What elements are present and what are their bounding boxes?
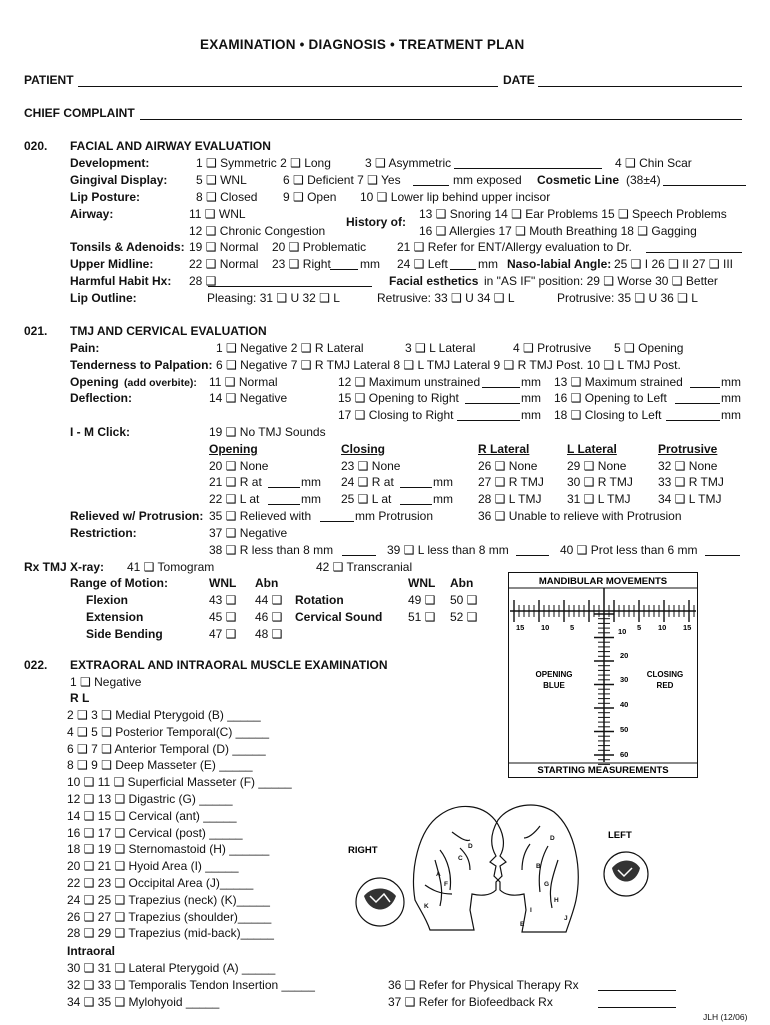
opening-r-mm: mm (301, 475, 321, 489)
gingival-deficient-yes[interactable]: 6 ❑ Deficient 7 ❑ Yes (283, 173, 401, 187)
mandibular-title: MANDIBULAR MOVEMENTS (538, 576, 668, 587)
midline-label: Upper Midline: (70, 257, 154, 271)
extension-label: Extension (86, 610, 144, 624)
section-number: 021. (24, 324, 48, 338)
harmful-field[interactable] (208, 286, 372, 287)
date-field[interactable] (538, 86, 742, 87)
lip-lower-behind[interactable]: 10 ❑ Lower lip behind upper incisor (360, 190, 551, 204)
lip-posture-label: Lip Posture: (70, 190, 141, 204)
protrusive-l-tmj[interactable]: 34 ❑ L TMJ (658, 492, 722, 506)
red-caption: RED (656, 681, 674, 690)
right-teeth-inset (356, 878, 404, 926)
muscle-item[interactable]: 22 ❑ 23 ❑ Occipital Area (J)_____ (67, 876, 254, 890)
muscle-item[interactable]: 16 ❑ 17 ❑ Cervical (post) _____ (67, 825, 243, 840)
tonsils-label: Tonsils & Adenoids: (70, 240, 185, 254)
development-asymmetric[interactable]: 3 ❑ Asymmetric (365, 156, 452, 170)
midline-right-field[interactable] (330, 269, 358, 270)
section-number: 020. (24, 139, 48, 153)
lip-open[interactable]: 9 ❑ Open (283, 190, 337, 204)
blue-caption: BLUE (543, 681, 565, 690)
closing-l-field[interactable] (400, 504, 432, 505)
strained-field[interactable] (690, 387, 720, 388)
closing-r-field[interactable] (400, 487, 432, 488)
closing-r-at[interactable]: 24 ❑ R at (341, 475, 394, 489)
airway-congestion[interactable]: 12 ❑ Chronic Congestion (189, 224, 326, 238)
opening-r-field[interactable] (268, 487, 300, 488)
lip-outline-label: Lip Outline: (70, 291, 137, 305)
muscle-letter-a-right: A (436, 871, 441, 878)
muscle-letter-k-right: K (424, 903, 429, 910)
restriction-r[interactable]: 38 ❑ R less than 8 mm (209, 543, 334, 557)
xray-label: Rx TMJ X-ray: (24, 560, 105, 574)
opening-unstrained[interactable]: 12 ❑ Maximum unstrained (338, 375, 481, 389)
rotation-abn[interactable]: 50 ❑ (450, 593, 478, 607)
opening-strained[interactable]: 13 ❑ Maximum strained (554, 375, 683, 389)
refer-dr-field[interactable] (646, 252, 742, 253)
asymmetric-field[interactable] (454, 168, 602, 169)
deflection-mm: mm (521, 391, 541, 405)
tick-label-right-15: 15 (683, 623, 692, 632)
lip-outline-retrusive[interactable]: Retrusive: 33 ❑ U 34 ❑ L (377, 291, 515, 305)
muscle-item[interactable]: 2 ❑ 3 ❑ Medial Pterygoid (B) _____ (67, 708, 261, 722)
col-head-opening: Opening (209, 442, 258, 456)
opening-l-at[interactable]: 22 ❑ L at (209, 492, 260, 506)
rl-header: R L (70, 691, 90, 705)
chief-complaint-field[interactable] (140, 119, 742, 120)
cosmetic-line-value: (38±4) (626, 173, 661, 187)
muscle-letter-g-left: G (544, 881, 550, 888)
relieved-label: Relieved w/ Protrusion: (70, 509, 204, 523)
rom-abn: Abn (255, 576, 279, 590)
muscle-item[interactable]: 28 ❑ 29 ❑ Trapezius (mid-back)_____ (67, 926, 274, 941)
extension-abn[interactable]: 46 ❑ (255, 610, 283, 624)
cervical-sound-wnl[interactable]: 51 ❑ (408, 610, 436, 624)
rom-abn-2: Abn (450, 576, 474, 590)
development-chin-scar[interactable]: 4 ❑ Chin Scar (615, 156, 692, 170)
tenderness-label: Tenderness to Palpation: (70, 358, 213, 372)
deflection-close-left[interactable]: 18 ❑ Closing to Left (554, 408, 662, 422)
unstrained-field[interactable] (482, 387, 520, 388)
deflection-mm2: mm (721, 391, 741, 405)
tonsils-refer[interactable]: 21 ❑ Refer for ENT/Allergy evaluation to Dr. (397, 240, 632, 254)
harmful-check[interactable]: 28 ❑ (189, 274, 217, 288)
restriction-prot-field[interactable] (705, 555, 740, 556)
side-bending-wnl[interactable]: 47 ❑ (209, 627, 237, 641)
opening-l-field[interactable] (268, 504, 300, 505)
restriction-negative[interactable]: 37 ❑ Negative (209, 526, 288, 540)
lip-outline-pleasing[interactable]: Pleasing: 31 ❑ U 32 ❑ L (207, 291, 340, 305)
muscle-item[interactable]: 4 ❑ 5 ❑ Posterior Temporal(C) _____ (67, 724, 270, 739)
left-teeth-inset (604, 852, 648, 896)
pain-label: Pain: (70, 341, 100, 355)
restriction-label: Restriction: (70, 526, 137, 540)
deflection-open-right[interactable]: 15 ❑ Opening to Right (338, 391, 459, 405)
facial-esthetics-label: Facial esthetics (389, 274, 479, 288)
xray-tomogram[interactable]: 41 ❑ Tomogram (127, 560, 215, 574)
airway-label: Airway: (70, 207, 114, 221)
cosmetic-line-field[interactable] (663, 185, 746, 186)
cervical-sound-label: Cervical Sound (295, 610, 383, 624)
muscle-letter-i-left: I (530, 907, 532, 914)
closing-caption: CLOSING (646, 670, 684, 679)
side-bending-label: Side Bending (86, 627, 163, 641)
l-lateral-none[interactable]: 29 ❑ None (567, 459, 627, 473)
restriction-l[interactable]: 39 ❑ L less than 8 mm (387, 543, 509, 557)
protrusive-r-tmj[interactable]: 33 ❑ R TMJ (658, 475, 724, 489)
r-lateral-l-tmj[interactable]: 28 ❑ L TMJ (478, 492, 542, 506)
opening-r-at[interactable]: 21 ❑ R at (209, 475, 262, 489)
tonsils-problematic[interactable]: 20 ❑ Problematic (272, 240, 367, 254)
flexion-wnl[interactable]: 43 ❑ (209, 593, 237, 607)
pain-options[interactable]: 1 ❑ Negative 2 ❑ R Lateral (216, 341, 364, 355)
page-title: EXAMINATION • DIAGNOSIS • TREATMENT PLAN (200, 37, 525, 52)
r-lateral-none[interactable]: 26 ❑ None (478, 459, 538, 473)
tick-label-50: 50 (620, 725, 629, 734)
intraoral-label: Intraoral (67, 944, 116, 958)
rotation-wnl[interactable]: 49 ❑ (408, 593, 436, 607)
muscle-item[interactable]: 18 ❑ 19 ❑ Sternomastoid (H) ______ (67, 842, 270, 857)
closing-r-mm: mm (433, 475, 453, 489)
midline-normal[interactable]: 22 ❑ Normal (189, 257, 259, 271)
im-no-sounds[interactable]: 19 ❑ No TMJ Sounds (209, 425, 326, 439)
opening-mm2: mm (721, 375, 741, 389)
muscle-letter-e-left: E (520, 921, 525, 928)
development-label: Development: (70, 156, 150, 170)
tick-label-left-5: 5 (570, 623, 575, 632)
tick-label-left-15: 15 (516, 623, 525, 632)
deflection-open-left[interactable]: 16 ❑ Opening to Left (554, 391, 667, 405)
l-lateral-l-tmj[interactable]: 31 ❑ L TMJ (567, 492, 631, 506)
date-label: DATE (503, 73, 535, 87)
protrusive-none[interactable]: 32 ❑ None (658, 459, 718, 473)
restriction-r-field[interactable] (342, 555, 376, 556)
midline-left[interactable]: 24 ❑ Left (397, 257, 448, 271)
muscle-item[interactable]: 8 ❑ 9 ❑ Deep Masseter (E) _____ (67, 758, 253, 773)
extension-wnl[interactable]: 45 ❑ (209, 610, 237, 624)
opening-none[interactable]: 20 ❑ None (209, 459, 269, 473)
opening-label: Opening (70, 375, 119, 389)
tick-label-right-10a: 10 (618, 627, 627, 636)
lip-closed[interactable]: 8 ❑ Closed (196, 190, 258, 204)
col-head-closing: Closing (341, 442, 385, 456)
closing-none[interactable]: 23 ❑ None (341, 459, 401, 473)
refer-biofeedback[interactable]: 37 ❑ Refer for Biofeedback Rx (388, 995, 553, 1009)
open-left-field[interactable] (675, 403, 720, 404)
deflection-label: Deflection: (70, 391, 133, 405)
midline-mm2: mm (478, 257, 498, 271)
deflection-mm4: mm (721, 408, 741, 422)
section-heading: EXTRAORAL AND INTRAORAL MUSCLE EXAMINATION (70, 658, 388, 672)
opening-normal[interactable]: 11 ❑ Normal (209, 375, 278, 389)
muscle-item[interactable]: 6 ❑ 7 ❑ Anterior Temporal (D) _____ (67, 741, 266, 756)
tick-label-right-10: 10 (658, 623, 667, 632)
side-bending-abn[interactable]: 48 ❑ (255, 627, 283, 641)
relieved-field[interactable] (320, 521, 354, 522)
midline-mm: mm (360, 257, 380, 271)
muscle-letter-d-left: D (550, 835, 555, 842)
opening-sub: (add overbite): (124, 377, 197, 389)
cosmetic-line-label: Cosmetic Line (537, 173, 620, 187)
r-lateral-r-tmj[interactable]: 27 ❑ R TMJ (478, 475, 544, 489)
section-heading: FACIAL AND AIRWAY EVALUATION (70, 139, 271, 153)
muscle-item[interactable]: 12 ❑ 13 ❑ Digastric (G) _____ (67, 792, 233, 806)
section-heading: TMJ AND CERVICAL EVALUATION (70, 324, 267, 338)
harmful-label: Harmful Habit Hx: (70, 274, 172, 288)
flexion-abn[interactable]: 44 ❑ (255, 593, 283, 607)
history-row1[interactable]: 13 ❑ Snoring 14 ❑ Ear Problems 15 ❑ Speech Problems (419, 207, 727, 221)
pain-l-lateral[interactable]: 3 ❑ L Lateral (405, 341, 476, 355)
naso-label: Naso-labial Angle: (507, 257, 612, 271)
tenderness-options[interactable]: 6 ❑ Negative 7 ❑ R TMJ Lateral 8 ❑ L TMJ Lateral 9 ❑ R TMJ Post. 10 ❑ L TMJ Post. (216, 358, 681, 372)
intraoral-item[interactable]: 34 ❑ 35 ❑ Mylohyoid _____ (67, 994, 220, 1009)
development-options[interactable]: 1 ❑ Symmetric 2 ❑ Long (196, 156, 331, 170)
opening-caption: OPENING (535, 670, 573, 679)
head-muscle-illustration (340, 790, 650, 940)
lip-outline-protrusive[interactable]: Protrusive: 35 ❑ U 36 ❑ L (557, 291, 698, 305)
pt-rx-field[interactable] (598, 990, 676, 991)
muscle-negative[interactable]: 1 ❑ Negative (70, 675, 142, 689)
col-head-l-lateral: L Lateral (567, 442, 617, 456)
intraoral-item[interactable]: 30 ❑ 31 ❑ Lateral Pterygoid (A) _____ (67, 961, 276, 975)
tick-label-right-5: 5 (637, 623, 642, 632)
starting-measurements: STARTING MEASUREMENTS (537, 765, 669, 776)
right-label: RIGHT (348, 845, 378, 856)
tick-label-60: 60 (620, 750, 629, 759)
patient-label: PATIENT (24, 73, 74, 87)
history-row2[interactable]: 16 ❑ Allergies 17 ❑ Mouth Breathing 18 ❑ Gagging (419, 224, 697, 238)
muscle-letter-d-right: D (468, 843, 473, 850)
muscle-item[interactable]: 26 ❑ 27 ❑ Trapezius (shoulder)_____ (67, 909, 272, 924)
rotation-label: Rotation (295, 593, 344, 607)
xray-transcranial[interactable]: 42 ❑ Transcranial (316, 560, 413, 574)
restriction-l-field[interactable] (516, 555, 549, 556)
facial-esthetics-options[interactable]: in "AS IF" position: 29 ❑ Worse 30 ❑ Better (484, 274, 718, 288)
left-head-drawing (490, 805, 578, 932)
restriction-prot[interactable]: 40 ❑ Prot less than 6 mm (560, 543, 698, 557)
relieved-mm: mm Protrusion (355, 509, 434, 523)
im-click-label: I - M Click: (70, 425, 131, 439)
tick-label-40: 40 (620, 700, 629, 709)
rom-label: Range of Motion: (70, 576, 168, 590)
airway-wnl[interactable]: 11 ❑ WNL (189, 207, 246, 221)
pain-opening[interactable]: 5 ❑ Opening (614, 341, 684, 355)
tick-label-20: 20 (620, 651, 629, 660)
col-head-r-lateral: R Lateral (478, 442, 530, 456)
left-label: LEFT (608, 830, 632, 841)
opening-l-mm: mm (301, 492, 321, 506)
form-code: JLH (12/06) (703, 1012, 748, 1022)
naso-options[interactable]: 25 ❑ I 26 ❑ II 27 ❑ III (614, 257, 733, 271)
deflection-mm3: mm (521, 408, 541, 422)
gingival-mm: mm exposed (453, 173, 522, 187)
intraoral-item[interactable]: 32 ❑ 33 ❑ Temporalis Tendon Insertion _____ (67, 977, 315, 992)
col-head-protrusive: Protrusive (658, 442, 718, 456)
patient-field[interactable] (78, 86, 498, 87)
muscle-letter-c-right: C (458, 855, 463, 862)
opening-mm: mm (521, 375, 541, 389)
chief-complaint-label: CHIEF COMPLAINT (24, 106, 135, 120)
muscle-letter-h-left: H (554, 897, 559, 904)
flexion-label: Flexion (86, 593, 129, 607)
closing-l-at[interactable]: 25 ❑ L at (341, 492, 392, 506)
closing-l-mm: mm (433, 492, 453, 506)
muscle-item[interactable]: 20 ❑ 21 ❑ Hyoid Area (I) _____ (67, 859, 239, 874)
muscle-letter-j-left: J (564, 915, 568, 922)
right-head-drawing (414, 806, 506, 930)
open-right-field[interactable] (465, 403, 520, 404)
tick-label-left-10: 10 (541, 623, 550, 632)
cervical-sound-abn[interactable]: 52 ❑ (450, 610, 478, 624)
close-left-field[interactable] (666, 420, 720, 421)
close-right-field[interactable] (457, 420, 520, 421)
midline-right[interactable]: 23 ❑ Right (272, 257, 331, 271)
muscle-letter-f-right: F (444, 881, 448, 888)
midline-left-field[interactable] (450, 269, 476, 270)
gingival-label: Gingival Display: (70, 173, 168, 187)
refer-physical-therapy[interactable]: 36 ❑ Refer for Physical Therapy Rx (388, 978, 579, 992)
muscle-item[interactable]: 10 ❑ 11 ❑ Superficial Masseter (F) _____ (67, 775, 292, 790)
unable-relieve[interactable]: 36 ❑ Unable to relieve with Protrusion (478, 509, 682, 523)
tonsils-normal[interactable]: 19 ❑ Normal (189, 240, 259, 254)
relieved-with[interactable]: 35 ❑ Relieved with (209, 509, 312, 523)
muscle-item[interactable]: 14 ❑ 15 ❑ Cervical (ant) _____ (67, 808, 237, 823)
deflection-negative[interactable]: 14 ❑ Negative (209, 391, 288, 405)
rom-wnl: WNL (209, 576, 237, 590)
section-number: 022. (24, 658, 48, 672)
rom-wnl-2: WNL (408, 576, 436, 590)
history-label: History of: (346, 215, 406, 229)
muscle-letter-b-left: B (536, 863, 541, 870)
gingival-mm-field[interactable] (413, 185, 449, 186)
gingival-wnl[interactable]: 5 ❑ WNL (196, 173, 247, 187)
pain-protrusive[interactable]: 4 ❑ Protrusive (513, 341, 592, 355)
muscle-item[interactable]: 24 ❑ 25 ❑ Trapezius (neck) (K)_____ (67, 892, 270, 907)
tick-label-30: 30 (620, 675, 629, 684)
bio-rx-field[interactable] (598, 1007, 676, 1008)
deflection-close-right[interactable]: 17 ❑ Closing to Right (338, 408, 454, 422)
l-lateral-r-tmj[interactable]: 30 ❑ R TMJ (567, 475, 633, 489)
mandibular-movements-ruler (508, 572, 698, 778)
